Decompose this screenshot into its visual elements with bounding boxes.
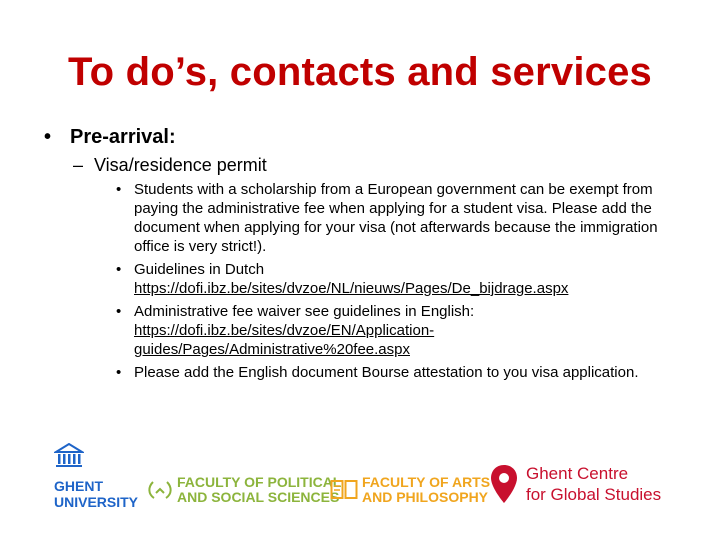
ghent-university-logo (54, 443, 138, 510)
bullet-dot: • (116, 364, 122, 381)
sub-item-text: Please add the English document Bourse attestation to you visa application. (134, 364, 639, 381)
bullet-dash: – (73, 155, 84, 175)
slide-title: To do’s, contacts and services (68, 50, 652, 94)
logo-strip (0, 435, 720, 515)
dutch-guidelines-link[interactable]: https://dofi.ibz.be/sites/dvzoe/NL/nieuws/Pages/De_bijdrage.aspx (134, 280, 569, 297)
bullet-visa-label: Visa/residence permit (94, 155, 267, 175)
faculty-arts-line2: AND PHILOSOPHY (362, 489, 489, 505)
faculty-arts-logo (330, 475, 490, 505)
sub-item-scholarship (44, 180, 684, 256)
ghent-centre-line1: Ghent Centre (526, 464, 629, 483)
ghent-university-line1: GHENT (54, 478, 103, 494)
slide-content (44, 126, 684, 382)
university-building-icon (54, 443, 84, 469)
bullet-dot: • (44, 126, 52, 148)
bullet-pre-arrival (44, 126, 684, 149)
faculty-political-logo (147, 475, 341, 505)
faculty-political-line2: AND SOCIAL SCIENCES (177, 489, 340, 505)
laurel-icon (147, 479, 173, 501)
ghent-centre-logo (490, 463, 661, 505)
sub-item-text: Guidelines in Dutch (134, 261, 265, 278)
faculty-arts-line1: FACULTY OF ARTS (362, 474, 491, 490)
sub-item-guidelines-dutch (44, 260, 684, 298)
sub-item-bourse (44, 363, 684, 382)
bullet-pre-arrival-label: Pre-arrival: (70, 126, 176, 148)
english-guidelines-link[interactable]: https://dofi.ibz.be/sites/dvzoe/EN/Application-guides/Pages/Administrative%20fee.aspx (134, 322, 435, 358)
bullet-visa (44, 155, 684, 176)
bullet-dot: • (116, 181, 122, 198)
faculty-political-line1: FACULTY OF POLITICAL (177, 474, 342, 490)
bullet-dot: • (116, 303, 122, 320)
bullet-dot: • (116, 261, 122, 278)
sub-item-fee-waiver (44, 302, 684, 359)
map-pin-icon (490, 464, 518, 504)
ghent-university-line2: UNIVERSITY (54, 494, 139, 510)
sub-item-text: Students with a scholarship from a European government can be exempt from paying the administrative fee when applying for a student visa. Please add the document when applying for your visa (not afterwards because the immigration office is very strict!). (134, 181, 658, 255)
book-icon (330, 479, 358, 501)
ghent-centre-line2: for Global Studies (526, 485, 662, 504)
sub-item-text: Administrative fee waiver see guidelines in English: (134, 303, 475, 320)
